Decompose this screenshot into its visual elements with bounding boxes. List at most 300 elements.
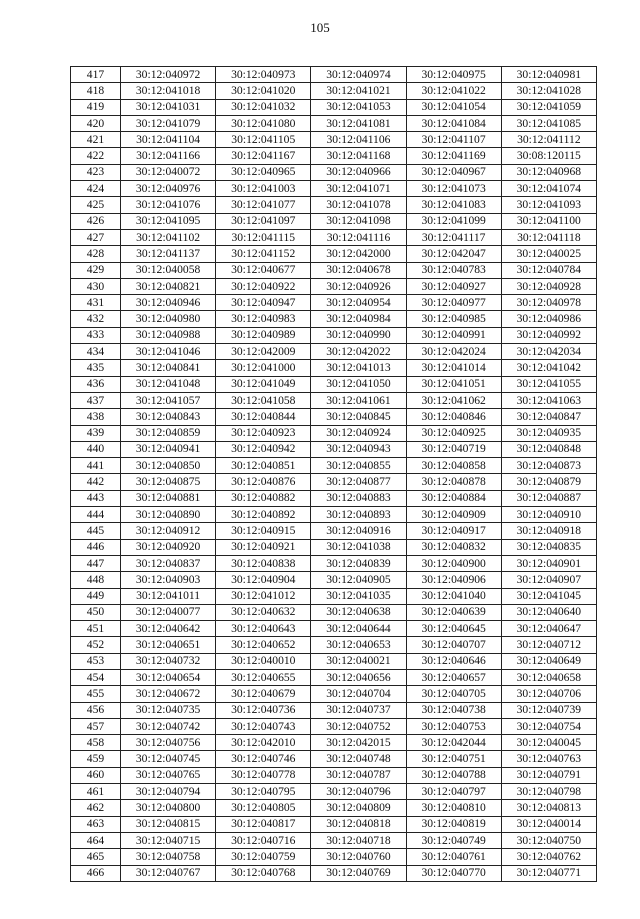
cadastral-number-cell: 30:12:041077 — [216, 197, 311, 213]
cadastral-number-cell: 30:12:040839 — [311, 555, 406, 571]
cadastral-number-cell: 30:12:040972 — [121, 67, 216, 83]
cadastral-number-cell: 30:12:040742 — [121, 718, 216, 734]
table-row — [71, 67, 597, 83]
cadastral-number-cell: 30:12:040954 — [311, 295, 406, 311]
cadastral-number-cell: 30:12:040643 — [216, 621, 311, 637]
cadastral-number-cell: 30:12:041097 — [216, 213, 311, 229]
cadastral-number-cell: 30:12:040883 — [311, 490, 406, 506]
table-row — [71, 327, 597, 343]
cadastral-number-cell: 30:12:040846 — [406, 409, 501, 425]
cadastral-number-cell: 30:12:040745 — [121, 751, 216, 767]
cadastral-number-cell: 30:12:040924 — [311, 425, 406, 441]
cadastral-number-cell: 30:12:040632 — [216, 604, 311, 620]
cadastral-number-cell: 30:12:040906 — [406, 572, 501, 588]
cadastral-number-cell: 30:12:041018 — [121, 83, 216, 99]
cadastral-number-cell: 30:12:040651 — [121, 637, 216, 653]
table-row — [71, 686, 597, 702]
cadastral-number-cell: 30:12:040903 — [121, 572, 216, 588]
cadastral-number-cell: 30:12:041054 — [406, 99, 501, 115]
row-number-cell: 448 — [71, 572, 121, 588]
cadastral-number-cell: 30:12:040904 — [216, 572, 311, 588]
row-number-cell: 422 — [71, 148, 121, 164]
cadastral-number-cell: 30:12:041118 — [501, 229, 596, 245]
cadastral-number-cell: 30:12:041020 — [216, 83, 311, 99]
cadastral-number-cell: 30:12:041022 — [406, 83, 501, 99]
cadastral-number-cell: 30:12:040656 — [311, 669, 406, 685]
cadastral-number-cell: 30:12:040657 — [406, 669, 501, 685]
row-number-cell: 439 — [71, 425, 121, 441]
cadastral-number-cell: 30:12:040746 — [216, 751, 311, 767]
cadastral-number-cell: 30:12:040985 — [406, 311, 501, 327]
cadastral-number-cell: 30:12:040810 — [406, 800, 501, 816]
cadastral-number-cell: 30:12:040918 — [501, 523, 596, 539]
cadastral-number-cell: 30:12:041168 — [311, 148, 406, 164]
cadastral-number-cell: 30:12:040672 — [121, 686, 216, 702]
cadastral-number-cell: 30:12:041117 — [406, 229, 501, 245]
cadastral-number-cell: 30:12:040909 — [406, 507, 501, 523]
row-number-cell: 451 — [71, 621, 121, 637]
table-row — [71, 751, 597, 767]
cadastral-number-cell: 30:12:041085 — [501, 115, 596, 131]
cadastral-number-cell: 30:12:040847 — [501, 409, 596, 425]
table-row — [71, 539, 597, 555]
cadastral-number-cell: 30:12:040732 — [121, 653, 216, 669]
cadastral-number-cell: 30:12:040890 — [121, 507, 216, 523]
cadastral-number-cell: 30:12:040654 — [121, 669, 216, 685]
cadastral-number-cell: 30:12:040992 — [501, 327, 596, 343]
cadastral-number-cell: 30:12:040788 — [406, 767, 501, 783]
cadastral-number-cell: 30:12:041166 — [121, 148, 216, 164]
cadastral-number-cell: 30:12:041105 — [216, 132, 311, 148]
table-row — [71, 311, 597, 327]
cadastral-number-cell: 30:12:040737 — [311, 702, 406, 718]
cadastral-number-cell: 30:12:040707 — [406, 637, 501, 653]
cadastral-number-cell: 30:12:041014 — [406, 360, 501, 376]
cadastral-number-cell: 30:12:040876 — [216, 474, 311, 490]
row-number-cell: 453 — [71, 653, 121, 669]
cadastral-number-cell: 30:12:040705 — [406, 686, 501, 702]
cadastral-number-cell: 30:12:040935 — [501, 425, 596, 441]
cadastral-number-cell: 30:12:040819 — [406, 816, 501, 832]
table-body — [71, 67, 597, 882]
cadastral-number-cell: 30:12:041107 — [406, 132, 501, 148]
cadastral-number-cell: 30:12:042047 — [406, 246, 501, 262]
cadastral-number-cell: 30:12:040855 — [311, 458, 406, 474]
cadastral-number-cell: 30:12:040010 — [216, 653, 311, 669]
table-row — [71, 849, 597, 865]
cadastral-number-cell: 30:12:041115 — [216, 229, 311, 245]
cadastral-number-cell: 30:12:040752 — [311, 718, 406, 734]
cadastral-number-cell: 30:12:040835 — [501, 539, 596, 555]
cadastral-number-cell: 30:12:041031 — [121, 99, 216, 115]
table-row — [71, 441, 597, 457]
row-number-cell: 421 — [71, 132, 121, 148]
table-row — [71, 409, 597, 425]
cadastral-number-cell: 30:12:041021 — [311, 83, 406, 99]
row-number-cell: 464 — [71, 832, 121, 848]
cadastral-number-cell: 30:12:041045 — [501, 588, 596, 604]
cadastral-number-cell: 30:12:040025 — [501, 246, 596, 262]
row-number-cell: 441 — [71, 458, 121, 474]
row-number-cell: 460 — [71, 767, 121, 783]
cadastral-number-cell: 30:12:040925 — [406, 425, 501, 441]
row-number-cell: 425 — [71, 197, 121, 213]
cadastral-number-cell: 30:12:040821 — [121, 278, 216, 294]
table-row — [71, 523, 597, 539]
cadastral-number-cell: 30:12:040976 — [121, 181, 216, 197]
cadastral-number-cell: 30:12:040784 — [501, 262, 596, 278]
cadastral-number-cell: 30:12:042009 — [216, 344, 311, 360]
cadastral-number-cell: 30:12:040928 — [501, 278, 596, 294]
cadastral-number-cell: 30:12:040645 — [406, 621, 501, 637]
cadastral-number-cell: 30:12:040916 — [311, 523, 406, 539]
table-row — [71, 344, 597, 360]
cadastral-number-cell: 30:12:041012 — [216, 588, 311, 604]
table-row — [71, 262, 597, 278]
cadastral-number-cell: 30:12:040809 — [311, 800, 406, 816]
cadastral-number-cell: 30:12:041051 — [406, 376, 501, 392]
table-row — [71, 784, 597, 800]
cadastral-number-cell: 30:12:041053 — [311, 99, 406, 115]
cadastral-number-cell: 30:12:040679 — [216, 686, 311, 702]
row-number-cell: 449 — [71, 588, 121, 604]
table-row — [71, 588, 597, 604]
row-number-cell: 433 — [71, 327, 121, 343]
table-row — [71, 572, 597, 588]
row-number-cell: 447 — [71, 555, 121, 571]
cadastral-number-cell: 30:12:041035 — [311, 588, 406, 604]
row-number-cell: 445 — [71, 523, 121, 539]
cadastral-number-cell: 30:12:041102 — [121, 229, 216, 245]
row-number-cell: 428 — [71, 246, 121, 262]
cadastral-number-cell: 30:12:040739 — [501, 702, 596, 718]
cadastral-number-cell: 30:12:040989 — [216, 327, 311, 343]
table-row — [71, 735, 597, 751]
cadastral-number-cell: 30:12:040841 — [121, 360, 216, 376]
cadastral-number-cell: 30:12:040813 — [501, 800, 596, 816]
cadastral-number-cell: 30:12:041000 — [216, 360, 311, 376]
cadastral-number-cell: 30:12:041093 — [501, 197, 596, 213]
row-number-cell: 458 — [71, 735, 121, 751]
cadastral-number-cell: 30:12:040796 — [311, 784, 406, 800]
cadastral-number-cell: 30:12:041038 — [311, 539, 406, 555]
cadastral-number-cell: 30:12:041116 — [311, 229, 406, 245]
table-row — [71, 425, 597, 441]
row-number-cell: 456 — [71, 702, 121, 718]
table-row — [71, 653, 597, 669]
cadastral-number-cell: 30:12:040805 — [216, 800, 311, 816]
cadastral-number-cell: 30:12:040981 — [501, 67, 596, 83]
cadastral-number-cell: 30:12:040014 — [501, 816, 596, 832]
cadastral-number-cell: 30:12:040912 — [121, 523, 216, 539]
cadastral-number-cell: 30:12:040783 — [406, 262, 501, 278]
cadastral-number-cell: 30:12:041081 — [311, 115, 406, 131]
cadastral-number-cell: 30:12:041032 — [216, 99, 311, 115]
row-number-cell: 419 — [71, 99, 121, 115]
cadastral-number-cell: 30:12:040893 — [311, 507, 406, 523]
table-row — [71, 164, 597, 180]
cadastral-number-cell: 30:12:040763 — [501, 751, 596, 767]
cadastral-number-cell: 30:12:040974 — [311, 67, 406, 83]
row-number-cell: 430 — [71, 278, 121, 294]
cadastral-table — [70, 66, 597, 882]
cadastral-number-cell: 30:12:041104 — [121, 132, 216, 148]
cadastral-number-cell: 30:12:040750 — [501, 832, 596, 848]
row-number-cell: 438 — [71, 409, 121, 425]
cadastral-number-cell: 30:12:040719 — [406, 441, 501, 457]
table-row — [71, 360, 597, 376]
cadastral-number-cell: 30:12:041080 — [216, 115, 311, 131]
row-number-cell: 424 — [71, 181, 121, 197]
cadastral-number-cell: 30:12:040917 — [406, 523, 501, 539]
row-number-cell: 466 — [71, 865, 121, 881]
row-number-cell: 431 — [71, 295, 121, 311]
cadastral-number-cell: 30:12:040968 — [501, 164, 596, 180]
cadastral-number-cell: 30:12:040754 — [501, 718, 596, 734]
cadastral-number-cell: 30:12:041112 — [501, 132, 596, 148]
cadastral-number-cell: 30:12:040753 — [406, 718, 501, 734]
table-row — [71, 669, 597, 685]
cadastral-number-cell: 30:12:041079 — [121, 115, 216, 131]
cadastral-number-cell: 30:12:040927 — [406, 278, 501, 294]
cadastral-number-cell: 30:12:040984 — [311, 311, 406, 327]
row-number-cell: 437 — [71, 392, 121, 408]
cadastral-number-cell: 30:12:040760 — [311, 849, 406, 865]
cadastral-number-cell: 30:12:040878 — [406, 474, 501, 490]
table-row — [71, 181, 597, 197]
cadastral-number-cell: 30:12:040642 — [121, 621, 216, 637]
cadastral-number-cell: 30:12:040647 — [501, 621, 596, 637]
cadastral-number-cell: 30:12:040848 — [501, 441, 596, 457]
table-row — [71, 246, 597, 262]
cadastral-number-cell: 30:12:040653 — [311, 637, 406, 653]
row-number-cell: 446 — [71, 539, 121, 555]
cadastral-number-cell: 30:12:040751 — [406, 751, 501, 767]
cadastral-number-cell: 30:12:040798 — [501, 784, 596, 800]
row-number-cell: 429 — [71, 262, 121, 278]
table-row — [71, 800, 597, 816]
cadastral-number-cell: 30:12:041059 — [501, 99, 596, 115]
cadastral-number-cell: 30:08:120115 — [501, 148, 596, 164]
cadastral-number-cell: 30:12:040881 — [121, 490, 216, 506]
cadastral-number-cell: 30:12:040800 — [121, 800, 216, 816]
row-number-cell: 450 — [71, 604, 121, 620]
cadastral-number-cell: 30:12:040771 — [501, 865, 596, 881]
table-row — [71, 816, 597, 832]
row-number-cell: 427 — [71, 229, 121, 245]
row-number-cell: 457 — [71, 718, 121, 734]
table-row — [71, 132, 597, 148]
cadastral-number-cell: 30:12:040983 — [216, 311, 311, 327]
cadastral-number-cell: 30:12:040859 — [121, 425, 216, 441]
cadastral-number-cell: 30:12:041040 — [406, 588, 501, 604]
cadastral-number-cell: 30:12:040943 — [311, 441, 406, 457]
table-row — [71, 637, 597, 653]
cadastral-number-cell: 30:12:041071 — [311, 181, 406, 197]
row-number-cell: 442 — [71, 474, 121, 490]
cadastral-number-cell: 30:12:041084 — [406, 115, 501, 131]
cadastral-number-cell: 30:12:040716 — [216, 832, 311, 848]
cadastral-number-cell: 30:12:040988 — [121, 327, 216, 343]
cadastral-number-cell: 30:12:040879 — [501, 474, 596, 490]
row-number-cell: 434 — [71, 344, 121, 360]
cadastral-number-cell: 30:12:041098 — [311, 213, 406, 229]
cadastral-number-cell: 30:12:040877 — [311, 474, 406, 490]
cadastral-number-cell: 30:12:040021 — [311, 653, 406, 669]
row-number-cell: 455 — [71, 686, 121, 702]
cadastral-number-cell: 30:12:040905 — [311, 572, 406, 588]
row-number-cell: 420 — [71, 115, 121, 131]
cadastral-number-cell: 30:12:040845 — [311, 409, 406, 425]
cadastral-number-cell: 30:12:040921 — [216, 539, 311, 555]
cadastral-number-cell: 30:12:040851 — [216, 458, 311, 474]
row-number-cell: 418 — [71, 83, 121, 99]
cadastral-number-cell: 30:12:040769 — [311, 865, 406, 881]
cadastral-number-cell: 30:12:040718 — [311, 832, 406, 848]
cadastral-number-cell: 30:12:040990 — [311, 327, 406, 343]
table-row — [71, 148, 597, 164]
row-number-cell: 465 — [71, 849, 121, 865]
cadastral-number-cell: 30:12:041013 — [311, 360, 406, 376]
table-row — [71, 718, 597, 734]
cadastral-number-cell: 30:12:041003 — [216, 181, 311, 197]
cadastral-number-cell: 30:12:040778 — [216, 767, 311, 783]
row-number-cell: 426 — [71, 213, 121, 229]
cadastral-number-cell: 30:12:040743 — [216, 718, 311, 734]
cadastral-number-cell: 30:12:040844 — [216, 409, 311, 425]
cadastral-number-cell: 30:12:041048 — [121, 376, 216, 392]
cadastral-number-cell: 30:12:040966 — [311, 164, 406, 180]
cadastral-number-cell: 30:12:042024 — [406, 344, 501, 360]
cadastral-number-cell: 30:12:040817 — [216, 816, 311, 832]
cadastral-number-cell: 30:12:040762 — [501, 849, 596, 865]
cadastral-number-cell: 30:12:040765 — [121, 767, 216, 783]
cadastral-number-cell: 30:12:040072 — [121, 164, 216, 180]
cadastral-number-cell: 30:12:040832 — [406, 539, 501, 555]
table-row — [71, 702, 597, 718]
cadastral-number-cell: 30:12:041063 — [501, 392, 596, 408]
cadastral-number-cell: 30:12:040884 — [406, 490, 501, 506]
cadastral-number-cell: 30:12:040738 — [406, 702, 501, 718]
cadastral-number-cell: 30:12:040712 — [501, 637, 596, 653]
cadastral-number-cell: 30:12:040638 — [311, 604, 406, 620]
table-row — [71, 83, 597, 99]
cadastral-number-cell: 30:12:040858 — [406, 458, 501, 474]
cadastral-number-cell: 30:12:042015 — [311, 735, 406, 751]
cadastral-number-cell: 30:12:041062 — [406, 392, 501, 408]
cadastral-number-cell: 30:12:040838 — [216, 555, 311, 571]
cadastral-number-cell: 30:12:040915 — [216, 523, 311, 539]
cadastral-number-cell: 30:12:040946 — [121, 295, 216, 311]
cadastral-number-cell: 30:12:040706 — [501, 686, 596, 702]
cadastral-number-cell: 30:12:040815 — [121, 816, 216, 832]
cadastral-number-cell: 30:12:040058 — [121, 262, 216, 278]
row-number-cell: 443 — [71, 490, 121, 506]
table-row — [71, 197, 597, 213]
table-row — [71, 458, 597, 474]
cadastral-number-cell: 30:12:041050 — [311, 376, 406, 392]
row-number-cell: 423 — [71, 164, 121, 180]
cadastral-number-cell: 30:12:040892 — [216, 507, 311, 523]
table-row — [71, 507, 597, 523]
table-row — [71, 555, 597, 571]
cadastral-number-cell: 30:12:040941 — [121, 441, 216, 457]
cadastral-number-cell: 30:12:042010 — [216, 735, 311, 751]
row-number-cell: 417 — [71, 67, 121, 83]
cadastral-number-cell: 30:12:041042 — [501, 360, 596, 376]
cadastral-number-cell: 30:12:040715 — [121, 832, 216, 848]
cadastral-number-cell: 30:12:040991 — [406, 327, 501, 343]
cadastral-number-cell: 30:12:040756 — [121, 735, 216, 751]
cadastral-number-cell: 30:12:040759 — [216, 849, 311, 865]
cadastral-number-cell: 30:12:041028 — [501, 83, 596, 99]
table-row — [71, 865, 597, 881]
cadastral-number-cell: 30:12:040639 — [406, 604, 501, 620]
cadastral-number-cell: 30:12:041076 — [121, 197, 216, 213]
cadastral-number-cell: 30:12:041167 — [216, 148, 311, 164]
cadastral-number-cell: 30:12:041055 — [501, 376, 596, 392]
row-number-cell: 432 — [71, 311, 121, 327]
table-row — [71, 490, 597, 506]
cadastral-number-cell: 30:12:040900 — [406, 555, 501, 571]
cadastral-number-cell: 30:12:041057 — [121, 392, 216, 408]
table-row — [71, 278, 597, 294]
row-number-cell: 452 — [71, 637, 121, 653]
cadastral-number-cell: 30:12:040843 — [121, 409, 216, 425]
cadastral-number-cell: 30:12:040758 — [121, 849, 216, 865]
cadastral-number-cell: 30:12:041137 — [121, 246, 216, 262]
table-row — [71, 376, 597, 392]
row-number-cell: 461 — [71, 784, 121, 800]
cadastral-number-cell: 30:12:040850 — [121, 458, 216, 474]
table-row — [71, 474, 597, 490]
cadastral-number-cell: 30:12:041058 — [216, 392, 311, 408]
cadastral-number-cell: 30:12:041061 — [311, 392, 406, 408]
cadastral-number-cell: 30:12:041152 — [216, 246, 311, 262]
cadastral-number-cell: 30:12:040975 — [406, 67, 501, 83]
row-number-cell: 463 — [71, 816, 121, 832]
cadastral-number-cell: 30:12:042034 — [501, 344, 596, 360]
table-row — [71, 604, 597, 620]
cadastral-number-cell: 30:12:040677 — [216, 262, 311, 278]
cadastral-number-cell: 30:12:041073 — [406, 181, 501, 197]
cadastral-number-cell: 30:12:040735 — [121, 702, 216, 718]
cadastral-number-cell: 30:12:041049 — [216, 376, 311, 392]
cadastral-number-cell: 30:12:040787 — [311, 767, 406, 783]
cadastral-number-cell: 30:12:040973 — [216, 67, 311, 83]
cadastral-number-cell: 30:12:040767 — [121, 865, 216, 881]
table-row — [71, 392, 597, 408]
page-number: 105 — [310, 20, 330, 35]
cadastral-number-cell: 30:12:041083 — [406, 197, 501, 213]
cadastral-number-cell: 30:12:040646 — [406, 653, 501, 669]
row-number-cell: 435 — [71, 360, 121, 376]
cadastral-number-cell: 30:12:040920 — [121, 539, 216, 555]
row-number-cell: 440 — [71, 441, 121, 457]
cadastral-number-cell: 30:12:040761 — [406, 849, 501, 865]
cadastral-number-cell: 30:12:042000 — [311, 246, 406, 262]
cadastral-number-cell: 30:12:040770 — [406, 865, 501, 881]
table-row — [71, 621, 597, 637]
cadastral-number-cell: 30:12:041078 — [311, 197, 406, 213]
cadastral-number-cell: 30:12:040910 — [501, 507, 596, 523]
cadastral-number-cell: 30:12:040967 — [406, 164, 501, 180]
row-number-cell: 444 — [71, 507, 121, 523]
table-row — [71, 832, 597, 848]
row-number-cell: 459 — [71, 751, 121, 767]
cadastral-number-cell: 30:12:040873 — [501, 458, 596, 474]
table-row — [71, 767, 597, 783]
